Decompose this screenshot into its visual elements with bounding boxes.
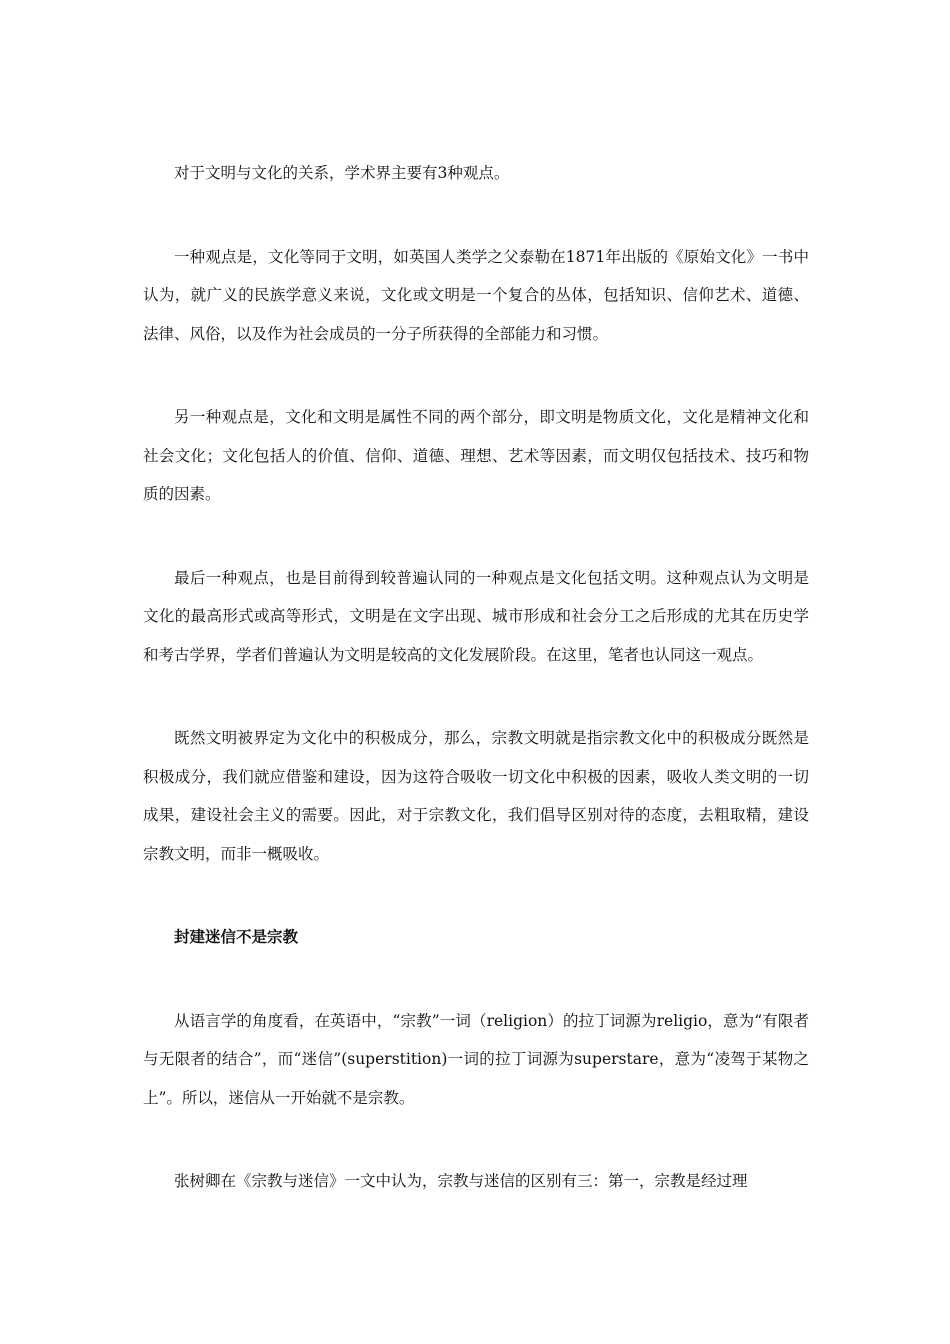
paragraph-etymology: 从语言学的角度看，在英语中，“宗教”一词（religion）的拉丁词源为religio，意为“有限者与无限者的结合”，而“迷信”(superstition)一词的拉丁词源为superstare，意为“凌驾于某物之上”。所以，迷信从一开始就不是宗教。 <box>143 1011 809 1107</box>
paragraph-view-one: 一种观点是，文化等同于文明，如英国人类学之父泰勒在1871年出版的《原始文化》一书中认为，就广义的民族学意义来说，文化或文明是一个复合的丛体，包括知识、信仰艺术、道德、法律、风俗，以及作为社会成员的一分子所获得的全部能力和习惯。 <box>143 247 809 343</box>
paragraph-zhang-shuqing: 张树卿在《宗教与迷信》一文中认为，宗教与迷信的区别有三：第一，宗教是经过理 <box>174 1172 748 1190</box>
paragraph-religious-civilization: 既然文明被界定为文化中的积极成分，那么，宗教文明就是指宗教文化中的积极成分既然是积极成分，我们就应借鉴和建设，因为这符合吸收一切文化中积极的因素，吸收人类文明的一切成果，建设社会主义的需要。因此，对于宗教文化，我们倡导区别对待的态度，去粗取精，建设宗教文明，而非一概吸收。 <box>143 729 809 863</box>
paragraph-intro: 对于文明与文化的关系，学术界主要有3种观点。 <box>174 164 510 182</box>
document-body <box>143 154 809 1246</box>
paragraph-view-three: 最后一种观点，也是目前得到较普遍认同的一种观点是文化包括文明。这种观点认为文明是文化的最高形式或高等形式，文明是在文字出现、城市形成和社会分工之后形成的尤其在历史学和考古学界，学者们普遍认为文明是较高的文化发展阶段。在这里，笔者也认同这一观点。 <box>143 568 809 664</box>
section-heading: 封建迷信不是宗教 <box>174 928 299 946</box>
paragraph-view-two: 另一种观点是，文化和文明是属性不同的两个部分，即文明是物质文化，文化是精神文化和社会文化；文化包括人的价值、信仰、道德、理想、艺术等因素，而文明仅包括技术、技巧和物质的因素。 <box>143 408 809 503</box>
